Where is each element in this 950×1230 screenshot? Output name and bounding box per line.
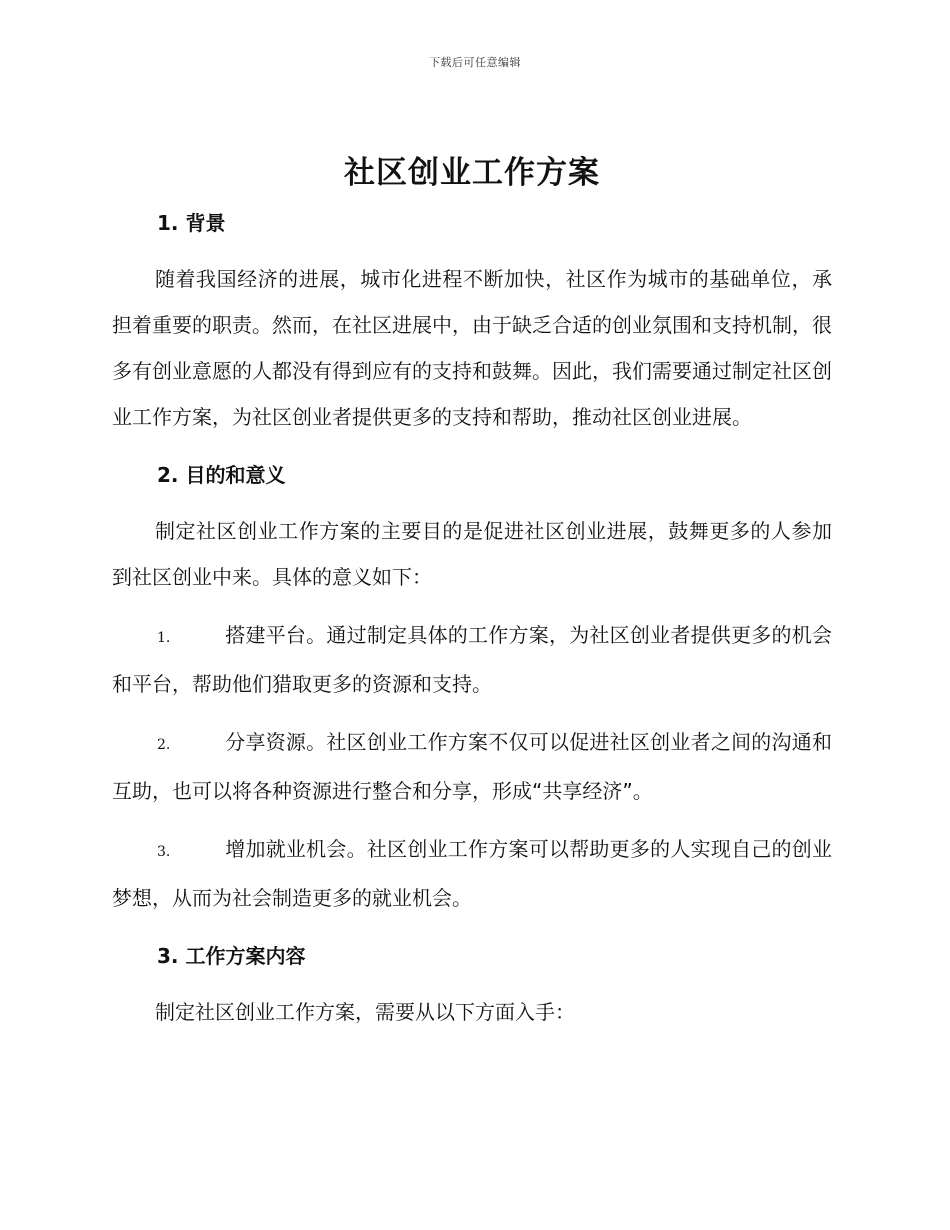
page-header-note: 下载后可任意编辑	[429, 56, 521, 69]
document-title: 社区创业工作方案	[344, 155, 600, 191]
list-item-text: 分享资源。社区创业工作方案不仅可以促进社区创业者之间的沟通和互助，也可以将各种资源进行整合和分享，形成“共享经济”。	[112, 730, 832, 803]
list-item-text: 搭建平台。通过制定具体的工作方案，为社区创业者提供更多的机会和平台，帮助他们猎取更多的资源和支持。	[112, 623, 832, 696]
section-heading: 1. 背景	[157, 211, 226, 235]
list-item	[112, 826, 832, 921]
list-item-number: 3.	[157, 844, 171, 860]
section-plan-content	[112, 941, 832, 1035]
section-paragraph: 制定社区创业工作方案，需要从以下方面入手：	[155, 1000, 575, 1024]
list-item-number: 1.	[157, 630, 171, 646]
section-paragraph: 制定社区创业工作方案的主要目的是促进社区创业进展，鼓舞更多的人参加到社区创业中来。具体的意义如下：	[112, 519, 832, 589]
section-heading: 3. 工作方案内容	[157, 944, 306, 968]
list-item	[112, 612, 832, 707]
section-paragraph: 随着我国经济的进展，城市化进程不断加快，社区作为城市的基础单位，承担着重要的职责。然而，在社区进展中，由于缺乏合适的创业氛围和支持机制，很多有创业意愿的人都没有得到应有的支持和鼓舞。因此，我们需要通过制定社区创业工作方案，为社区创业者提供更多的支持和帮助，推动社区创业进展。	[112, 267, 832, 429]
list-item	[112, 719, 832, 814]
list-item-number: 2.	[157, 737, 171, 753]
section-heading: 2. 目的和意义	[157, 463, 286, 487]
section-background	[112, 208, 832, 440]
document-content	[112, 148, 832, 1035]
section-purpose	[112, 460, 832, 921]
list-item-text: 增加就业机会。社区创业工作方案可以帮助更多的人实现自己的创业梦想，从而为社会制造更多的就业机会。	[112, 837, 832, 910]
